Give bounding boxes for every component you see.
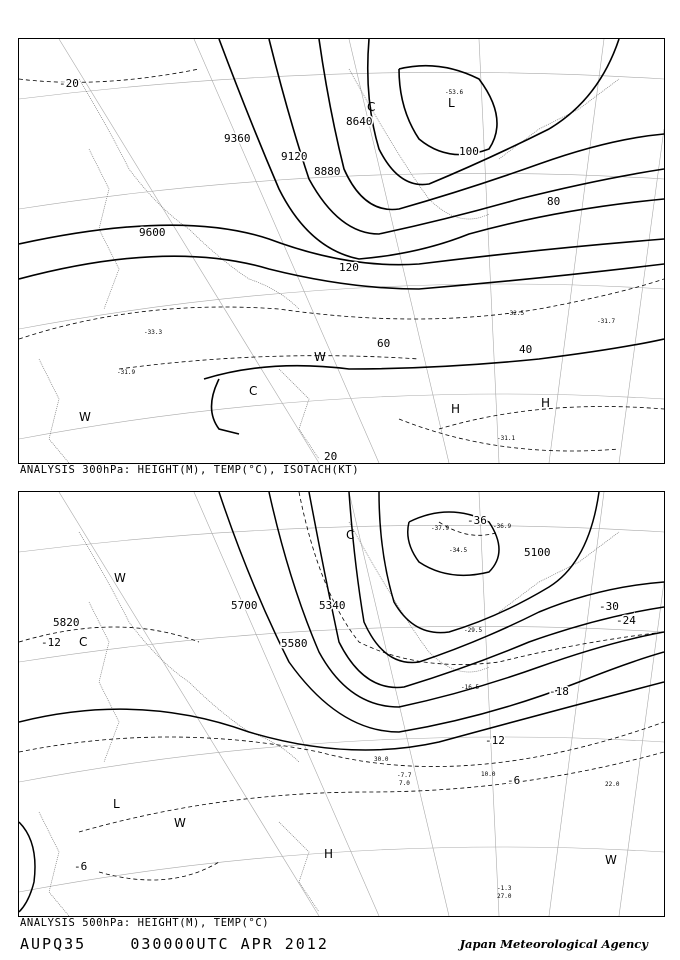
- temp-label: -30: [599, 600, 619, 613]
- high-symbol: H: [451, 402, 461, 416]
- lower-obs-labels: [374, 523, 620, 900]
- warm-symbol: W: [174, 816, 186, 830]
- cold-symbol: C: [249, 384, 258, 398]
- temp-label: -12: [41, 636, 61, 649]
- obs-value: -36.9: [493, 523, 512, 530]
- obs-value: -7.7: [397, 772, 412, 779]
- chart-datetime: 030000UTC APR 2012: [130, 935, 329, 953]
- coastlines: [39, 69, 619, 463]
- temp-label: -6: [507, 774, 521, 787]
- height-label: 5820: [53, 616, 80, 629]
- height-contours: [19, 39, 664, 434]
- isotach-label: 120: [339, 261, 359, 274]
- graticule: [19, 492, 664, 916]
- temp-label: -31.7: [597, 318, 616, 325]
- temp-label: -20: [59, 77, 79, 90]
- low-symbol: L: [113, 797, 120, 811]
- obs-value: -29.5: [464, 627, 483, 634]
- isotach-label: 100: [459, 145, 479, 158]
- isotach-label: 40: [519, 343, 533, 356]
- obs-value: 27.0: [497, 893, 512, 900]
- lower-chart-panel: [18, 491, 665, 917]
- temp-label: -31.1: [497, 435, 516, 442]
- warm-symbol: W: [605, 853, 617, 867]
- obs-value: 7.0: [399, 780, 410, 787]
- obs-value: -37.9: [431, 525, 450, 532]
- height-label: 5580: [281, 637, 308, 650]
- temp-label: -12: [485, 734, 505, 747]
- isotach-label: 60: [377, 337, 391, 350]
- upper-pressure-symbols: [79, 96, 550, 424]
- height-label: 9360: [224, 132, 251, 145]
- obs-value: -34.5: [449, 547, 468, 554]
- height-label: 5340: [319, 599, 346, 612]
- temp-label: -24: [616, 614, 636, 627]
- height-label: 8880: [314, 165, 341, 178]
- height-contours: [19, 492, 664, 912]
- high-symbol: H: [541, 396, 551, 410]
- height-label: 9120: [281, 150, 308, 163]
- isotach-label: 20: [324, 450, 338, 463]
- warm-symbol: W: [114, 571, 126, 585]
- upper-contour-labels: [59, 77, 615, 463]
- height-label: 5700: [231, 599, 258, 612]
- cold-symbol: C: [79, 635, 88, 649]
- obs-value: -16.5: [461, 684, 480, 691]
- upper-chart-map: [19, 39, 664, 463]
- height-label: 9600: [139, 226, 166, 239]
- temp-label: -32.5: [506, 310, 525, 317]
- graticule: [19, 39, 664, 463]
- temp-label: -33.3: [144, 329, 163, 336]
- obs-value: 22.0: [605, 781, 620, 788]
- temp-label: -6: [74, 860, 88, 873]
- height-label: 5100: [524, 546, 551, 559]
- obs-value: 30.0: [374, 756, 389, 763]
- agency-name: Japan Meteorological Agency: [459, 937, 648, 951]
- obs-value: 10.0: [481, 771, 496, 778]
- cold-symbol: C: [346, 528, 355, 542]
- cold-symbol: C: [367, 100, 376, 114]
- chart-code: AUPQ35: [20, 935, 87, 953]
- upper-chart-panel: [18, 38, 665, 464]
- chart-identifier: [20, 935, 329, 953]
- lower-chart-caption: ANALYSIS 500hPa: HEIGHT(M), TEMP(°C): [20, 917, 270, 929]
- height-label: 8640: [346, 115, 373, 128]
- temp-label: -53.6: [445, 89, 464, 96]
- high-symbol: H: [324, 847, 334, 861]
- obs-value: -1.3: [497, 885, 512, 892]
- temp-label: -18: [549, 685, 569, 698]
- warm-symbol: W: [314, 350, 326, 364]
- temp-label: -36: [467, 514, 487, 527]
- low-symbol: L: [448, 96, 455, 110]
- warm-symbol: W: [79, 410, 91, 424]
- lower-chart-map: [19, 492, 664, 916]
- temp-label: -31.9: [117, 369, 136, 376]
- upper-chart-caption: ANALYSIS 300hPa: HEIGHT(M), TEMP(°C), ISOTACH(KT): [20, 464, 360, 476]
- isotach-label: 80: [547, 195, 561, 208]
